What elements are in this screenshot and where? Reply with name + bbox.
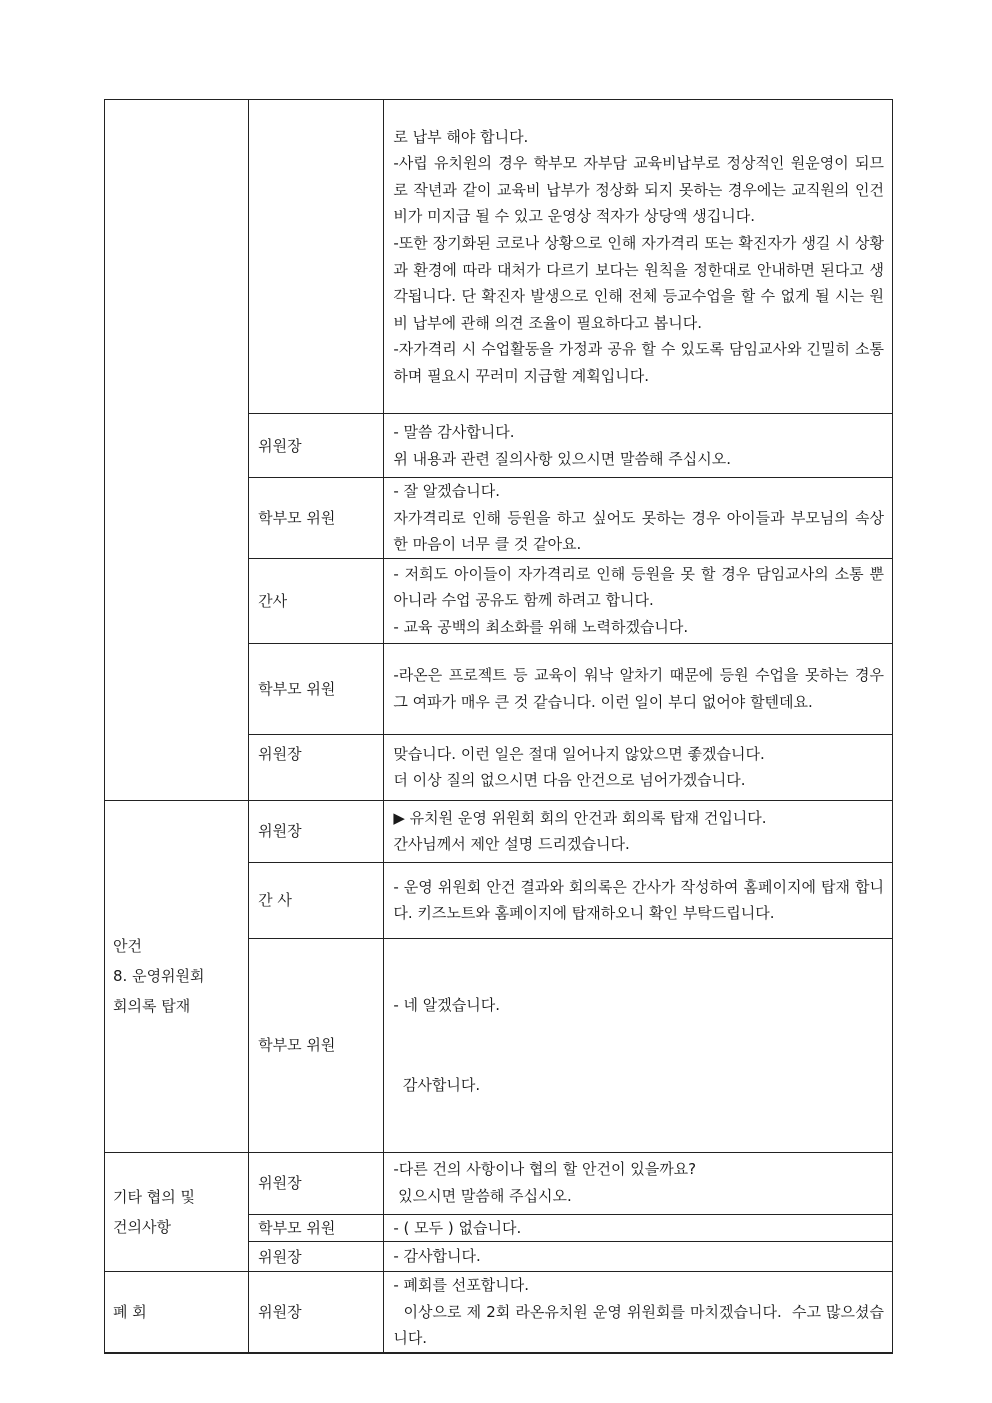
- content-line: 이상으로 제 2회 라온유치원 운영 위원회를 마치겠습니다. 수고 많으셨습니다.: [393, 1302, 885, 1348]
- content-cell: [384, 734, 893, 800]
- content-line: - 말씀 감사합니다.: [393, 422, 515, 441]
- content-cell: [384, 414, 893, 478]
- content-line: - 교육 공백의 최소화를 위해 노력하겠습니다.: [393, 618, 689, 637]
- content-line: - 네 알겠습니다.: [393, 995, 500, 1014]
- agenda-line: 안건: [113, 937, 142, 956]
- speaker-cell: 간사: [249, 558, 384, 643]
- table-row: [105, 100, 893, 414]
- speaker-cell: 위원장: [249, 734, 384, 800]
- content-cell: [384, 478, 893, 559]
- agenda-cell: [105, 1152, 249, 1272]
- content-line: -다른 건의 사항이나 협의 할 안건이 있을까요?: [393, 1160, 697, 1179]
- speaker-cell: 학부모 위원: [249, 478, 384, 559]
- speaker-cell: 간 사: [249, 862, 384, 938]
- agenda-line: 기타 협의 및: [113, 1187, 195, 1206]
- speaker-cell: 위원장: [249, 1242, 384, 1272]
- speaker-cell: [249, 100, 384, 414]
- content-line: - 운영 위원회 안건 결과와 회의록은 간사가 작성하여 홈페이지에 탑재 합니다. 키즈노트와 홈페이지에 탑재하오니 확인 부탁드립니다.: [393, 877, 884, 923]
- speaker-cell: 위원장: [249, 414, 384, 478]
- content-cell: [384, 100, 893, 414]
- content-line: 로 납부 해야 합니다.: [393, 127, 529, 146]
- content-line: -또한 장기화된 코로나 상황으로 인해 자가격리 또는 확진자가 생길 시 상황과 환경에 따라 대처가 다르기 보다는 원칙을 정한대로 안내하면 된다고 생각됩니다. 단 확진자 발생으로 인해 전체 등교수업을 할 수 없게 될 시는 원비 납부에 관해 의견 조율이 필요하다고 봅니다.: [393, 233, 884, 332]
- agenda-cell: [105, 1272, 249, 1353]
- content-line: - 저희도 아이들이 자가격리로 인해 등원을 못 할 경우 담임교사의 소통 뿐 아니라 수업 공유도 함께 하려고 합니다.: [393, 564, 884, 610]
- content-cell: [384, 643, 893, 734]
- content-cell: [384, 558, 893, 643]
- agenda-line: 회의록 탑재: [113, 997, 191, 1016]
- speaker-cell: 위원장: [249, 1152, 384, 1214]
- content-line: 감사합니다.: [393, 1075, 481, 1094]
- content-cell: [384, 1214, 893, 1242]
- content-line: 더 이상 질의 없으시면 다음 안건으로 넘어가겠습니다.: [393, 771, 746, 790]
- table-row: [105, 1152, 893, 1214]
- speaker-cell: 위원장: [249, 800, 384, 862]
- speaker-cell: 위원장: [249, 1272, 384, 1353]
- content-line: - 폐회를 선포합니다.: [393, 1276, 529, 1295]
- agenda-cell: [105, 100, 249, 801]
- content-cell: [384, 938, 893, 1152]
- table-row: [105, 1272, 893, 1353]
- content-cell: [384, 862, 893, 938]
- content-line: - 감사합니다.: [393, 1247, 481, 1266]
- content-cell: [384, 1242, 893, 1272]
- content-line: 간사님께서 제안 설명 드리겠습니다.: [393, 835, 630, 854]
- table-row: [105, 800, 893, 862]
- content-line: 위 내용과 관련 질의사항 있으시면 말씀해 주십시오.: [393, 449, 731, 468]
- agenda-cell: [105, 800, 249, 1152]
- speaker-cell: 학부모 위원: [249, 643, 384, 734]
- agenda-line: 폐 회: [113, 1303, 147, 1322]
- content-line: ▶ 유치원 운영 위원회 회의 안건과 회의록 탑재 건입니다.: [393, 808, 767, 827]
- content-line: -라온은 프로젝트 등 교육이 워낙 알차기 때문에 등원 수업을 못하는 경우 그 여파가 매우 큰 것 같습니다. 이런 일이 부디 없어야 할텐데요.: [393, 666, 884, 711]
- agenda-line: 건의사항: [113, 1217, 171, 1236]
- content-line: -자가격리 시 수업활동을 가정과 공유 할 수 있도록 담임교사와 긴밀히 소통하며 필요시 꾸러미 지급할 계획입니다.: [393, 340, 884, 385]
- content-line: - 잘 알겠습니다.: [393, 482, 500, 500]
- content-cell: [384, 800, 893, 862]
- content-line: 있으시면 말씀해 주십시오.: [393, 1187, 572, 1206]
- content-line: 자가격리로 인해 등원을 하고 싶어도 못하는 경우 아이들과 부모님의 속상한 마음이 너무 클 것 같아요.: [393, 508, 884, 554]
- speaker-cell: 학부모 위원: [249, 1214, 384, 1242]
- content-cell: [384, 1272, 893, 1353]
- content-line: 맞습니다. 이런 일은 절대 일어나지 않았으면 좋겠습니다.: [393, 744, 765, 763]
- agenda-line: 8. 운영위원회: [113, 967, 205, 986]
- content-cell: [384, 1152, 893, 1214]
- content-line: -사립 유치원의 경우 학부모 자부담 교육비납부로 정상적인 원운영이 되므로 작년과 같이 교육비 납부가 정상화 되지 못하는 경우에는 교직원의 인건비가 미지급 될 수 있고 운영상 적자가 상당액 생깁니다.: [393, 154, 884, 226]
- minutes-table: [104, 99, 893, 1354]
- speaker-cell: 학부모 위원: [249, 938, 384, 1152]
- content-line: - ( 모두 ) 없습니다.: [393, 1218, 522, 1237]
